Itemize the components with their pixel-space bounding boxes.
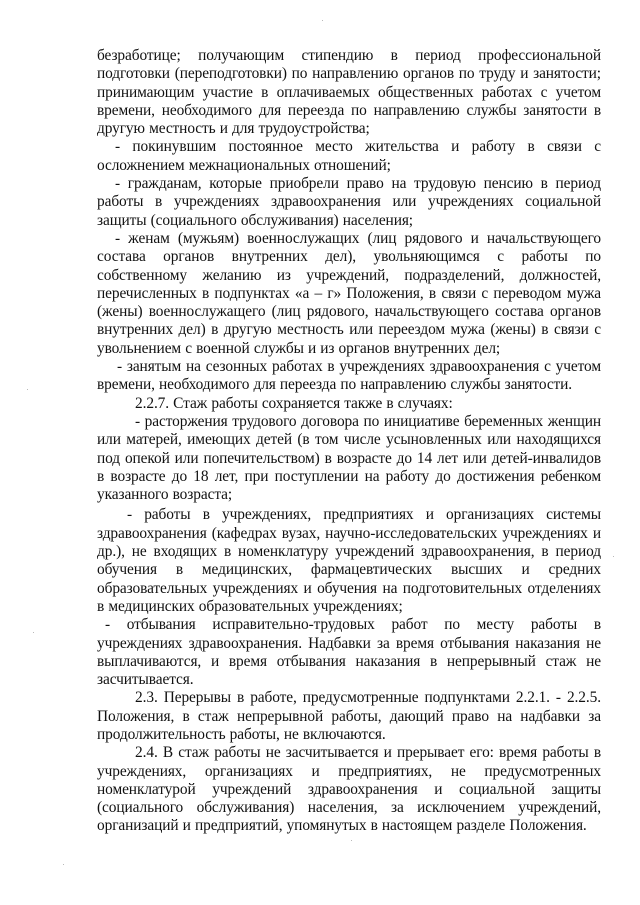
paragraph-left-residence: - покинувшим постоянное место жительства и работу в связи с осложнением межнациональных отношений;	[97, 138, 601, 174]
paragraph-military-spouses: - женам (мужьям) военнослужащих (лиц рядового и начальствующего состава органов внутренних дел), увольняющимся с работы по собственному желанию из учреждений, подразделений, должностей, перечисленных в подпунктах «а – г» Положения, в связи с переводом мужа (жены) военнослужащего (лиц рядового, начальствующего состава органов внутренних дел) в другую местность или переездом мужа (жены) в связи с увольнением с военной службы и из органов внутренних дел;	[97, 229, 601, 357]
section-2-3: 2.3. Перерывы в работе, предусмотренные подпунктами 2.2.1. - 2.2.5. Положения, в стаж непрерывной работы, дающий право на надбавки за продолжительность работы, не включаются.	[97, 689, 601, 743]
paragraph-seasonal-work: - занятым на сезонных работах в учреждениях здравоохранения с учетом времени, необходимого для переезда по направлению службы занятости.	[97, 358, 601, 394]
scan-speck	[351, 840, 352, 841]
scan-speck	[33, 632, 34, 633]
scan-speck	[63, 864, 64, 865]
paragraph-unemployed-benefits: безработице; получающим стипендию в период профессиональной подготовки (переподготовки) по направлению органов по труду и занятости; принимающим участие в оплачиваемых общественных работах с учетом времени, необходимого для переезда по направлению службы занятости в другую местность и для трудоустройства;	[97, 47, 601, 138]
paragraph-pregnant-mothers: - расторжения трудового договора по инициативе беременных женщин или матерей, имеющих детей (в том числе усыновленных или находящихся под опекой или попечительством) в возрасте до 14 лет или детей-инвалидов в возрасте до 18 лет, при поступлении на работу до достижения ребенком указанного возраста;	[97, 412, 601, 504]
paragraph-correctional-labor: - отбывания исправительно-трудовых работ по месту работы в учреждениях здравоохранения. Надбавки за время отбывания наказания не выплачиваются, и время отбывания наказания в непрерывный стаж не засчитывается.	[97, 616, 601, 689]
scan-speck	[322, 20, 323, 21]
section-2-4: 2.4. В стаж работы не засчитывается и прерывает его: время работы в учреждениях, организациях и предприятиях, не предусмотренных номенклатурой учреждений здравоохранения и социальной защиты (социального обслуживания) населения, за исключением учреждений, организаций и предприятий, упомянутых в настоящем разделе Положения.	[97, 744, 601, 835]
paragraph-healthcare-system-work: - работы в учреждениях, предприятиях и организациях системы здравоохранения (кафедрах вузах, научно-исследовательских учреждениях и др.), не входящих в номенклатуру учреждений здравоохранения, в период обучения в медицинских, фармацевтических высших и средних образовательных учреждениях и обучения на подготовительных отделениях в медицинских образовательных учреждениях;	[97, 506, 601, 615]
scan-speck	[613, 556, 614, 557]
document-body	[97, 47, 601, 836]
scan-speck	[27, 389, 28, 390]
section-2-2-7-title: 2.2.7. Стаж работы сохраняется также в случаях:	[135, 394, 453, 412]
paragraph-pension-right: - гражданам, которые приобрели право на трудовую пенсию в период работы в учреждениях здравоохранения или учреждениях социальной защиты (социального обслуживания) населения;	[97, 175, 601, 229]
